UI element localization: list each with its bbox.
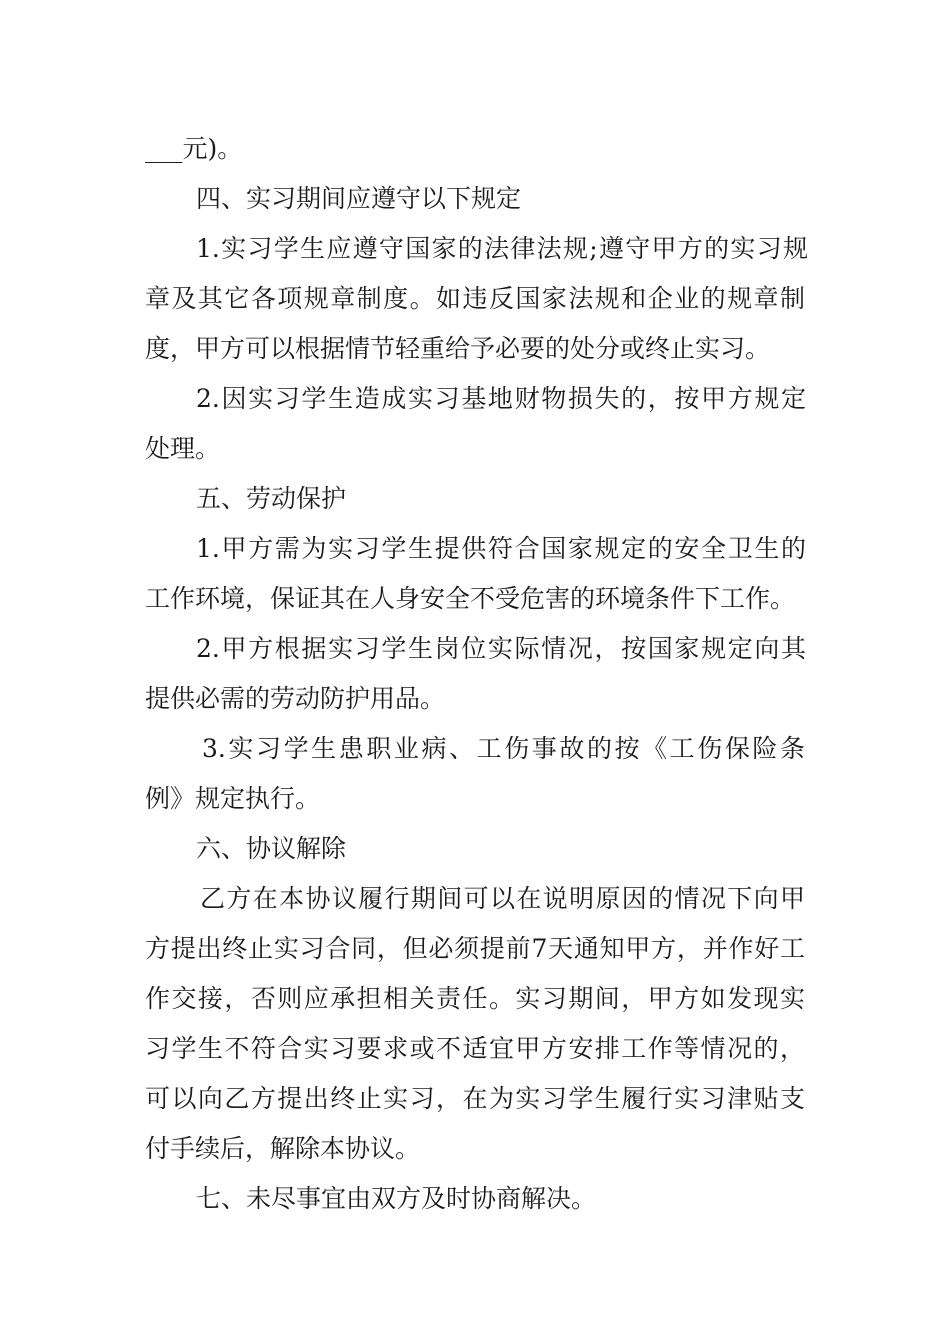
section-heading-4: 四、实习期间应遵守以下规定 <box>196 184 522 213</box>
text-line-amount-end: ___元)。 <box>145 134 243 163</box>
section-heading-5: 五、劳动保护 <box>196 484 347 513</box>
text-line: 作交接，否则应承担相关责任。实习期间，甲方如发现实 <box>145 984 805 1013</box>
text-line: 3.实习学生患职业病、工伤事故的按《工伤保险条 <box>202 734 805 763</box>
text-line: 处理。 <box>145 434 221 463</box>
text-line: 提供必需的劳动防护用品。 <box>145 684 446 713</box>
text-line: 度，甲方可以根据情节轻重给予必要的处分或终止实习。 <box>145 334 771 363</box>
text-line: 方提出终止实习合同，但必须提前7天通知甲方，并作好工 <box>145 934 805 963</box>
section-heading-7: 七、未尽事宜由双方及时协商解决。 <box>196 1184 597 1213</box>
text-line: 1.甲方需为实习学生提供符合国家规定的安全卫生的 <box>196 534 806 563</box>
text-line: 1.实习学生应遵守国家的法律法规;遵守甲方的实习规 <box>196 234 808 263</box>
text-line: 2.甲方根据实习学生岗位实际情况，按国家规定向其 <box>196 634 806 663</box>
text-line: 例》规定执行。 <box>145 784 321 813</box>
text-line: 章及其它各项规章制度。如违反国家法规和企业的规章制 <box>145 284 805 313</box>
text-line: 付手续后，解除本协议。 <box>145 1134 421 1163</box>
text-line: 习学生不符合实习要求或不适宜甲方安排工作等情况的， <box>145 1034 805 1063</box>
text-line: 乙方在本协议履行期间可以在说明原因的情况下向甲 <box>200 884 805 913</box>
text-line: 工作环境，保证其在人身安全不受危害的环境条件下工作。 <box>145 584 796 613</box>
text-line: 可以向乙方提出终止实习，在为实习学生履行实习津贴支 <box>145 1084 805 1113</box>
section-heading-6: 六、协议解除 <box>196 834 347 863</box>
text-line: 2.因实习学生造成实习基地财物损失的，按甲方规定 <box>196 384 806 413</box>
